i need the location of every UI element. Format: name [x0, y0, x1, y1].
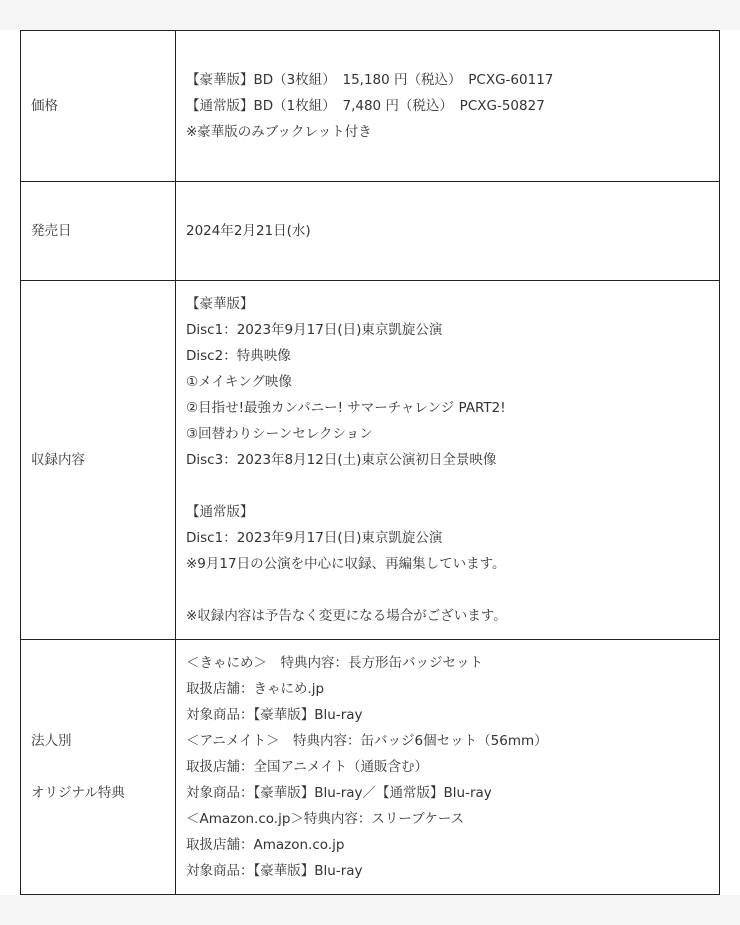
value-line: ※9月17日の公演を中心に収録、再編集しています。 [186, 556, 506, 572]
value-line: 対象商品：【豪華版】Blu-ray／【通常版】Blu-ray [186, 785, 492, 801]
row-label [21, 640, 176, 895]
value-line: ※収録内容は予告なく変更になる場合がございます。 [186, 608, 507, 624]
value-line: 2024年2月21日(水) [186, 223, 311, 239]
page-bottom-margin [0, 895, 740, 925]
row-value [176, 640, 720, 895]
label-line: 収録内容 [31, 452, 85, 468]
value-line: 取扱店舗：きゃにめ.jp [186, 681, 325, 697]
value-line: ①メイキング映像 [186, 374, 292, 390]
value-line: 取扱店舗：全国アニメイト（通販含む） [186, 759, 429, 775]
table-row-release-date [21, 182, 720, 281]
label-line: 法人別 [31, 733, 72, 749]
blank-line [31, 754, 165, 780]
row-value [176, 281, 720, 640]
row-label [21, 281, 176, 640]
value-line: Disc2：特典映像 [186, 348, 291, 364]
table-row-price [21, 31, 720, 182]
value-line: 【通常版】BD（1枚組） 7,480 円（税込） PCXG-50827 [186, 98, 545, 114]
value-line: ＜きゃにめ＞ 特典内容：長方形缶バッジセット [186, 655, 483, 671]
row-value [176, 31, 720, 182]
row-label [21, 182, 176, 281]
label-line: オリジナル特典 [31, 785, 125, 801]
table-row-bonus [21, 640, 720, 895]
value-line: ＜アニメイト＞ 特典内容：缶バッジ6個セット（56mm） [186, 733, 548, 749]
label-line: 価格 [31, 98, 58, 114]
value-line: 【豪華版】BD（3枚組） 15,180 円（税込） PCXG-60117 [186, 72, 554, 88]
value-line: ※豪華版のみブックレット付き [186, 124, 372, 140]
value-line: Disc3：2023年8月12日(土)東京公演初日全景映像 [186, 452, 497, 468]
value-line: 【通常版】 [186, 504, 254, 520]
value-line: ＜Amazon.co.jp＞特典内容：スリーブケース [186, 811, 465, 827]
value-line: 対象商品：【豪華版】Blu-ray [186, 707, 363, 723]
table-row-contents [21, 281, 720, 640]
value-line: ③回替わりシーンセレクション [186, 426, 373, 442]
label-line: 発売日 [31, 223, 72, 239]
value-line: 対象商品：【豪華版】Blu-ray [186, 863, 363, 879]
blank-line [186, 473, 709, 499]
row-value [176, 182, 720, 281]
document-sheet [0, 30, 740, 895]
blank-line [186, 577, 709, 603]
value-line: Disc1：2023年9月17日(日)東京凱旋公演 [186, 530, 443, 546]
row-label [21, 31, 176, 182]
value-line: Disc1：2023年9月17日(日)東京凱旋公演 [186, 322, 443, 338]
product-spec-table [20, 30, 720, 895]
value-line: 【豪華版】 [186, 296, 254, 312]
value-line: ②目指せ!最強カンパニー! サマーチャレンジ PART2! [186, 400, 506, 416]
value-line: 取扱店舗：Amazon.co.jp [186, 837, 345, 853]
